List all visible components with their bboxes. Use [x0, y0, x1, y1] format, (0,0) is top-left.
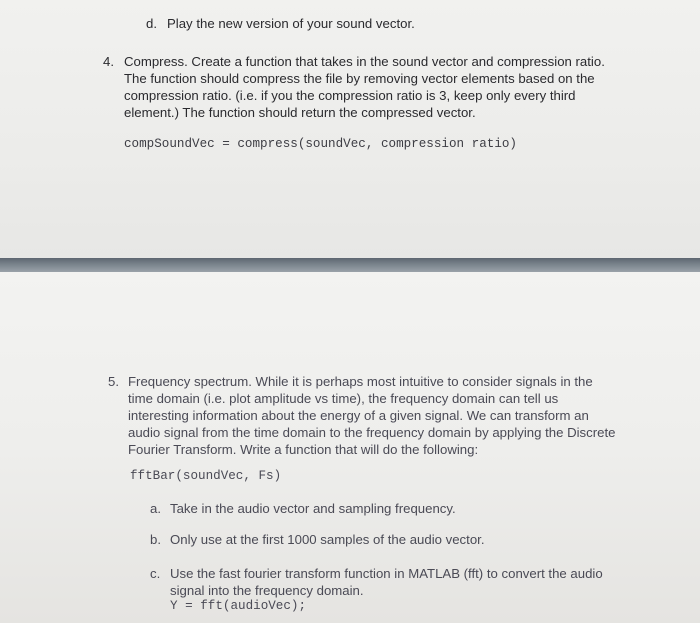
subitem-c-code: Y = fft(audioVec); — [170, 599, 307, 613]
item-d-marker: d. — [146, 16, 157, 31]
item-5-code: fftBar(soundVec, Fs) — [130, 469, 282, 483]
page-divider — [0, 258, 700, 272]
item-5-line-5: Fourier Transform. Write a function that will do the following: — [128, 442, 479, 457]
item-4-line-2: The function should compress the file by removing vector elements based on the — [124, 71, 595, 86]
item-d-text: Play the new version of your sound vector. — [167, 16, 415, 31]
item-4-code: compSoundVec = compress(soundVec, compression ratio) — [124, 137, 517, 151]
subitem-c-line-2: signal into the frequency domain. — [170, 583, 364, 598]
item-4-line-3: compression ratio. (i.e. if you the compression ratio is 3, keep only every third — [124, 88, 576, 103]
subitem-c-line-1: Use the fast fourier transform function in MATLAB (fft) to convert the audio — [170, 566, 603, 581]
item-5-line-3: interesting information about the energy of a given signal. We can transform an — [128, 408, 589, 423]
subitem-a-text: Take in the audio vector and sampling frequency. — [170, 501, 456, 516]
subitem-a-marker: a. — [150, 501, 161, 516]
item-5-line-4: audio signal from the time domain to the frequency domain by applying the Discrete — [128, 425, 616, 440]
item-5-line-1: Frequency spectrum. While it is perhaps most intuitive to consider signals in the — [128, 374, 593, 389]
subitem-b-text: Only use at the first 1000 samples of the audio vector. — [170, 532, 485, 547]
item-5-number: 5. — [108, 374, 119, 389]
item-4-number: 4. — [103, 54, 114, 69]
document-page-top — [0, 0, 700, 258]
subitem-c-marker: c. — [150, 566, 161, 581]
item-4-line-1: Compress. Create a function that takes in the sound vector and compression ratio. — [124, 54, 605, 69]
item-4-line-4: element.) The function should return the compressed vector. — [124, 105, 476, 120]
item-5-line-2: time domain (i.e. plot amplitude vs time), the frequency domain can tell us — [128, 391, 559, 406]
subitem-b-marker: b. — [150, 532, 161, 547]
